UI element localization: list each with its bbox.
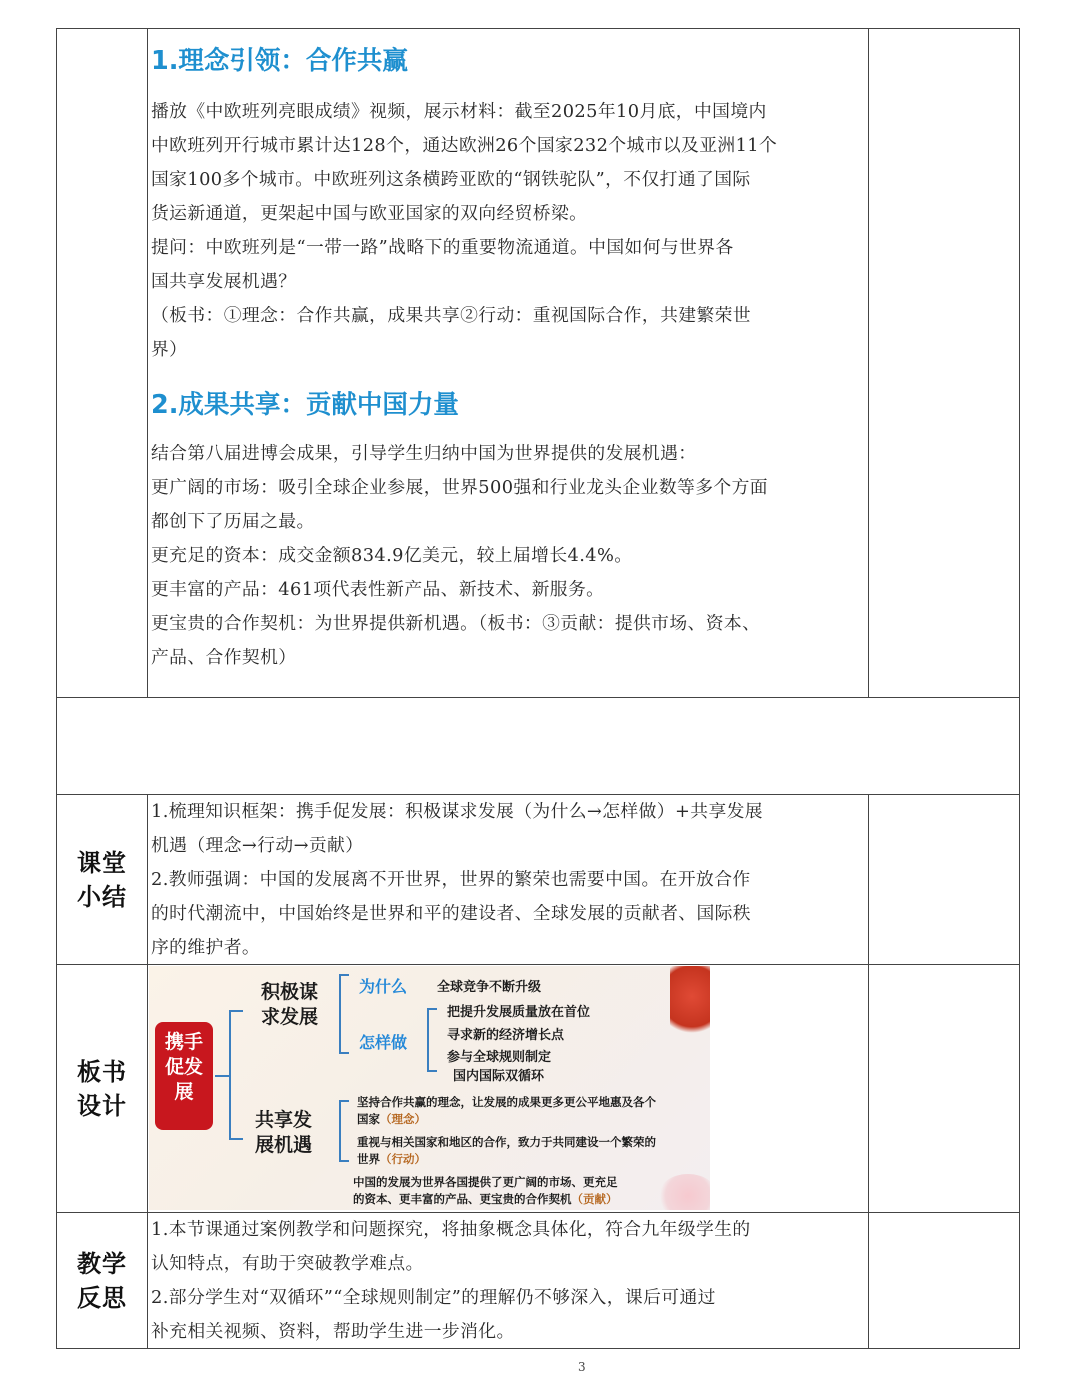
connector-line — [339, 974, 349, 976]
branch1-title: 积极谋 求发展 — [261, 981, 319, 1028]
reflection-line: 2.部分学生对“双循环”“全球规则制定”的理解仍不够深入，课后可通过 — [151, 1287, 716, 1308]
page-number: 3 — [578, 1360, 586, 1374]
summary-label: 课堂 小结 — [77, 848, 127, 911]
connector-line — [339, 1160, 349, 1162]
section1-line: 提问：中欧班列是“一带一路”战略下的重要物流通道。中国如何与世界各 — [151, 237, 734, 258]
why-label: 为什么 — [359, 977, 408, 996]
section1-line: 中欧班列开行城市累计达128个，通达欧洲26个国家232个城市以及亚洲11个 — [151, 135, 778, 156]
summary-line: 2.教师强调：中国的发展离不开世界，世界的繁荣也需要中国。在开放合作 — [151, 869, 751, 890]
reflection-label: 教学 反思 — [77, 1249, 127, 1312]
connector-line — [427, 1070, 437, 1072]
connector-line — [215, 1075, 229, 1077]
share-item: 坚持合作共赢的理念，让发展的成果更多更公平地惠及各个 国家（理念） — [357, 1095, 656, 1126]
connector-line — [339, 1100, 349, 1102]
section1-line: 货运新通道，更架起中国与欧亚国家的双向经贸桥梁。 — [151, 203, 588, 224]
section1-line: （板书：①理念：合作共赢，成果共享②行动：重视国际合作，共建繁荣世 — [151, 305, 751, 326]
board-cell — [148, 965, 869, 1212]
reflection-cell — [148, 1213, 869, 1348]
section1-line: 国共享发展机遇？ — [151, 271, 297, 292]
section2-line: 更充足的资本：成交金额834.9亿美元，较上届增长4.4%。 — [151, 545, 633, 566]
decoration-flower — [658, 1174, 710, 1210]
section2-heading: 2.成果共享：贡献中国力量 — [151, 390, 459, 420]
empty-remark-cell — [869, 29, 1019, 697]
section1-heading: 1.理念引领：合作共赢 — [151, 46, 408, 76]
branch2-title: 共享发 展机遇 — [255, 1109, 313, 1156]
summary-label-cell — [57, 795, 148, 964]
lesson-plan-table — [56, 28, 1020, 1349]
section2-line: 更丰富的产品：461项代表性新产品、新技术、新服务。 — [151, 579, 605, 600]
section2-line: 结合第八届进博会成果，引导学生归纳中国为世界提供的发展机遇： — [151, 443, 697, 464]
empty-row — [56, 698, 1020, 795]
section2-line: 更广阔的市场：吸引全球企业参展，世界500强和行业龙头企业数等多个方面 — [151, 477, 768, 498]
connector-line — [339, 1052, 349, 1054]
how-item: 国内国际双循环 — [453, 1069, 545, 1084]
share-item: 重视与相关国家和地区的合作，致力于共同建设一个繁荣的 世界（行动） — [357, 1135, 656, 1166]
how-item: 把提升发展质量放在首位 — [447, 1005, 591, 1020]
empty-label-cell — [57, 29, 148, 697]
how-item: 参与全球规则制定 — [447, 1050, 552, 1065]
reflection-line: 1.本节课通过案例教学和问题探究，将抽象概念具体化，符合九年级学生的 — [151, 1219, 751, 1240]
section1-line: 国家100多个城市。中欧班列这条横跨亚欧的“钢铁驼队”，不仅打通了国际 — [151, 169, 751, 190]
empty-merged-cell — [57, 698, 1019, 794]
section1-line: 播放《中欧班列亮眼成绩》视频，展示材料：截至2025年10月底，中国境内 — [151, 101, 767, 122]
reflection-row — [56, 1213, 1020, 1349]
connector-line — [229, 1010, 243, 1012]
summary-line: 机遇（理念→行动→贡献） — [151, 835, 364, 856]
content-row — [56, 28, 1020, 698]
section2-line: 产品、合作契机） — [151, 647, 297, 668]
section2-line: 更宝贵的合作契机：为世界提供新机遇。（板书：③贡献：提供市场、资本、 — [151, 613, 761, 634]
connector-line — [427, 1008, 437, 1010]
summary-row — [56, 795, 1020, 965]
board-label-cell — [57, 965, 148, 1212]
summary-line: 的时代潮流中，中国始终是世界和平的建设者、全球发展的贡献者、国际秩 — [151, 903, 751, 924]
main-bracket — [229, 1010, 231, 1140]
empty-remark-cell — [869, 795, 1019, 964]
summary-line: 序的维护者。 — [151, 937, 261, 958]
why-item: 全球竞争不断升级 — [437, 980, 542, 995]
summary-cell — [148, 795, 869, 964]
reflection-line: 补充相关视频、资料，帮助学生进一步消化。 — [151, 1321, 515, 1342]
how-bracket — [427, 1008, 429, 1072]
section2-line: 都创下了历届之最。 — [151, 511, 315, 532]
board-label: 板书 设计 — [77, 1057, 127, 1120]
summary-line: 1.梳理知识框架：携手促发展：积极谋求发展（为什么→怎样做）+共享发展 — [151, 801, 763, 822]
share-item: 中国的发展为世界各国提供了更广阔的市场、更充足 的资本、更丰富的产品、更宝贵的合作契机（贡献） — [353, 1175, 618, 1206]
content-cell — [148, 29, 869, 697]
reflection-line: 认知特点，有助于突破教学难点。 — [151, 1253, 424, 1274]
branch2-bracket — [339, 1100, 341, 1162]
how-label: 怎样做 — [359, 1033, 408, 1052]
branch1-bracket — [339, 974, 341, 1054]
decoration-figure — [670, 966, 710, 1042]
board-diagram — [149, 966, 710, 1210]
reflection-label-cell — [57, 1213, 148, 1348]
empty-remark-cell — [869, 965, 1019, 1212]
board-title: 携手 促发 展 — [155, 1022, 213, 1130]
board-row — [56, 965, 1020, 1213]
empty-remark-cell — [869, 1213, 1019, 1348]
connector-line — [229, 1138, 243, 1140]
how-item: 寻求新的经济增长点 — [447, 1028, 565, 1043]
section1-line: 界） — [151, 339, 188, 360]
